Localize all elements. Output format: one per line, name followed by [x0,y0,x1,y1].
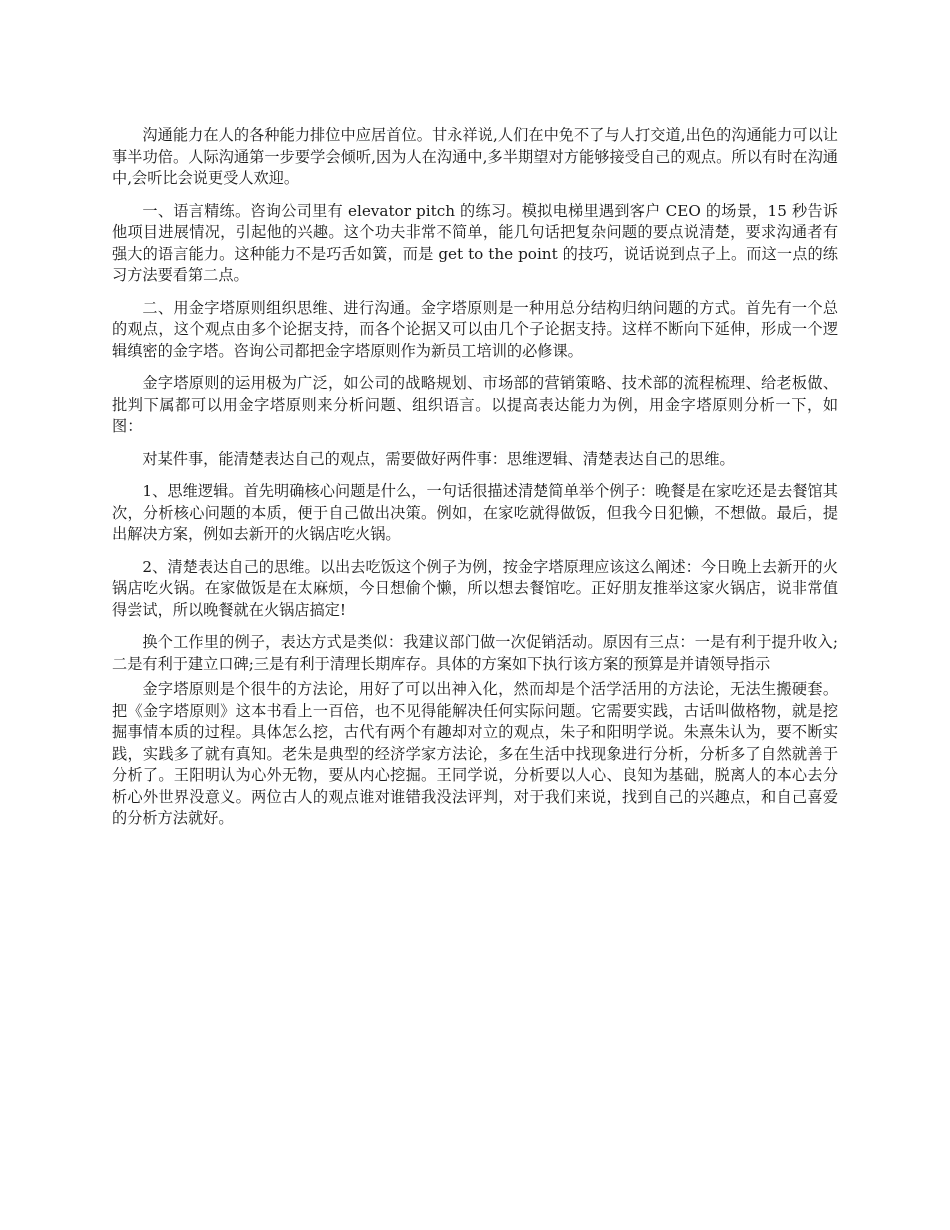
paragraph-methodology: 金字塔原则是个很牛的方法论，用好了可以出神入化，然而却是个活学活用的方法论，无法生搬硬套。把《金字塔原则》这本书看上一百倍，也不见得能解决任何实际问题。它需要实践，古话叫做格物，就是挖掘事情本质的过程。具体怎么挖，古代有两个有趣却对立的观点，朱子和阳明学说。朱熹朱认为，要不断实践，实践多了就有真知。老朱是典型的经济学家方法论，多在生活中找现象进行分析，分析多了自然就善于分析了。王阳明认为心外无物，要从内心挖掘。王同学说，分析要以人心、良知为基础，脱离人的本心去分析心外世界没意义。两位古人的观点谁对谁错我没法评判，对于我们来说，找到自己的兴趣点，和自己喜爱的分析方法就好。 [112,680,838,827]
paragraph-clear-expression: 2、清楚表达自己的思维。以出去吃饭这个例子为例，按金字塔原理应该这么阐述：今日晚上去新开的火锅店吃火锅。在家做饭是在太麻烦，今日想偷个懒，所以想去餐馆吃。正好朋友推举这家火锅店，说非常值得尝试，所以晚餐就在火锅店搞定! [112,557,838,619]
paragraph-pyramid-usage: 金字塔原则的运用极为广泛，如公司的战略规划、市场部的营销策略、技术部的流程梳理、给老板做、批判下属都可以用金字塔原则来分析问题、组织语言。以提高表达能力为例，用金字塔原则分析一下，如图： [112,374,838,435]
paragraph-logic: 1、思维逻辑。首先明确核心问题是什么，一句话很描述清楚简单举个例子：晚餐是在家吃还是去餐馆其次，分析核心问题的本质，便于自己做出决策。例如，在家吃就得做饭，但我今日犯懒，不想做。最后，提出解决方案，例如去新开的火锅店吃火锅。 [112,482,838,543]
document-body [112,125,838,841]
paragraph-intro: 沟通能力在人的各种能力排位中应居首位。甘永祥说,人们在中免不了与人打交道,出色的沟通能力可以让事半功倍。人际沟通第一步要学会倾听,因为人在沟通中,多半期望对方能够接受自己的观点。所以有时在沟通中,会听比会说更受人欢迎。 [112,126,838,187]
paragraph-language-concise: 一、语言精练。咨询公司里有 elevator pitch 的练习。模拟电梯里遇到客户 CEO 的场景，15 秒告诉他项目进展情况，引起他的兴趣。这个功夫非常不简单，能几句话把复杂问题的要点说清楚，要求沟通者有强大的语言能力。这种能力不是巧舌如簧，而是 get to the point 的技巧，说话说到点子上。而这一点的练习方法要看第二点。 [112,201,838,284]
paragraph-work-example: 换个工作里的例子，表达方式是类似：我建议部门做一次促销活动。原因有三点：一是有利于提升收入;二是有利于建立口碑;三是有利于清理长期库存。具体的方案如下执行该方案的预算是并请领导指示 [112,633,838,673]
paragraph-pyramid-principle: 二、用金字塔原则组织思维、进行沟通。金字塔原则是一种用总分结构归纳问题的方式。首先有一个总的观点，这个观点由多个论据支持，而各个论据又可以由几个子论据支持。这样不断向下延伸，形成一个逻辑缜密的金字塔。咨询公司都把金字塔原则作为新员工培训的必修课。 [112,298,838,360]
paragraph-two-things: 对某件事，能清楚表达自己的观点，需要做好两件事：思维逻辑、清楚表达自己的思维。 [142,449,735,468]
